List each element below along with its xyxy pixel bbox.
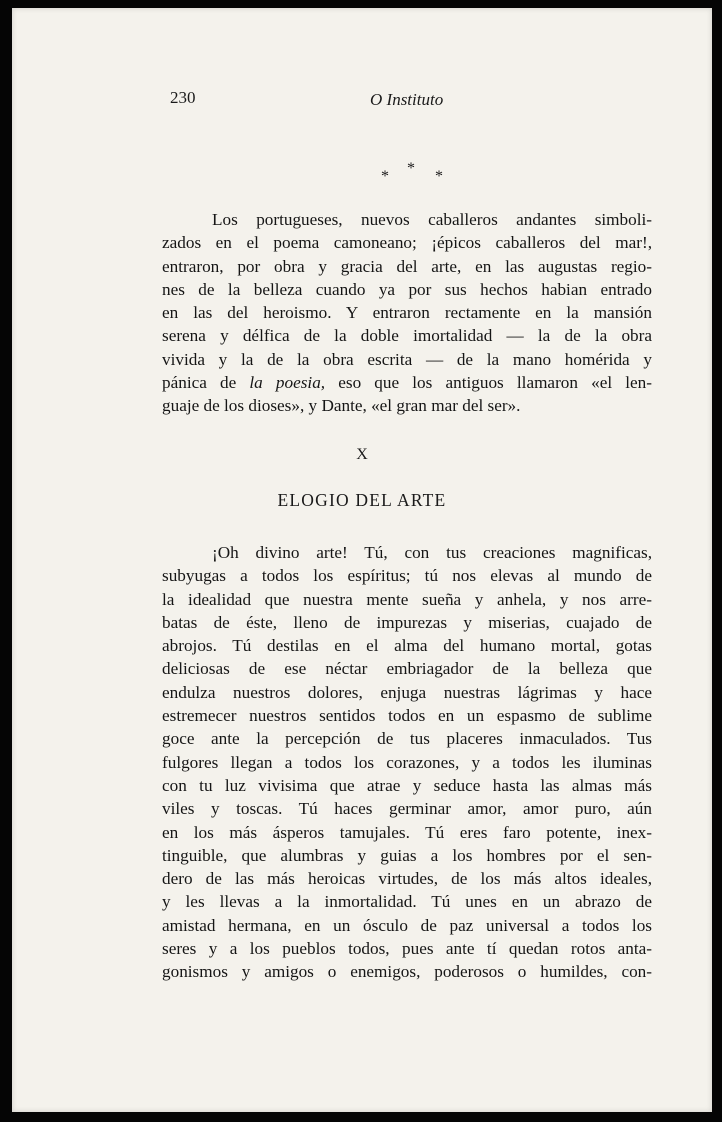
asterism-separator [367,160,457,188]
text-line: zados en el poema camoneano; ¡épicos caballeros del mar!, [162,233,652,253]
page-number: 230 [170,88,196,107]
book-page [12,8,712,1112]
text-line: estremecer nuestros sentidos todos en un espasmo de sublime [162,706,652,726]
paragraph-elogio [162,541,652,984]
text-segment: eso que los antiguos llamaron «el len- [325,373,652,393]
text-line: serena y délfica de la doble imortalidad — la de la obra [162,326,652,346]
text-line: dero de las más heroicas virtudes, de los más altos ideales, [162,869,652,889]
text-line: deliciosas de ese néctar embriagador de la belleza que [162,659,652,679]
text-line: fulgores llegan a todos los corazones, y a todos les iluminas [162,752,652,772]
asterisk: * [435,168,443,185]
text-line: en las del heroismo. Y entraron rectamente en la mansión [162,303,652,323]
chapter-number: X [356,446,368,463]
text-line: y les llevas a la inmortalidad. Tú unes en un abrazo de [162,892,652,912]
text-line: seres y a los pueblos todos, pues ante tí quedan rotos anta- [162,939,652,959]
chapter-title: ELOGIO DEL ARTE [277,490,447,510]
text-line: viles y toscas. Tú haces germinar amor, amor puro, aún [162,799,652,819]
text-line: guaje de los dioses», y Dante, «el gran mar del ser». [162,396,521,416]
text-line: goce ante la percepción de tus placeres inmaculados. Tus [162,729,652,749]
paragraph-portugueses [162,208,652,418]
page-header [170,88,470,112]
text-line: endulza nuestros dolores, enjuga nuestras lágrimas y hace [162,682,652,702]
running-title: O Instituto [370,90,444,109]
text-line: entraron, por obra y gracia del arte, en las augustas regio- [162,256,652,276]
text-line: tinguible, que alumbras y guias a los hombres por el sen- [162,845,652,865]
text-line: batas de éste, lleno de impurezas y miserias, cuajado de [162,612,652,632]
italic-phrase: la poesia, [249,373,326,393]
text-line [162,371,652,394]
text-line: ¡Oh divino arte! Tú, con tus creaciones magnificas, [212,543,652,562]
text-line: la idealidad que nuestra mente sueña y anhela, y nos arre- [162,589,652,609]
asterisk: * [381,168,389,185]
text-line: vivida y la de la obra escrita — de la mano homérida y [162,349,652,369]
text-line: amistad hermana, en un ósculo de paz universal a todos los [162,915,652,935]
text-line: Los portugueses, nuevos caballeros andantes simboli- [212,210,652,229]
text-line: abrojos. Tú destilas en el alma del humano mortal, gotas [162,636,652,656]
text-line: con tu luz vivisima que atrae y seduce hasta las almas más [162,775,652,795]
text-line: subyugas a todos los espíritus; tú nos elevas al mundo de [162,566,652,586]
text-line: nes de la belleza cuando ya por sus hechos habian entrado [162,279,652,299]
text-line: en los más ásperos tamujales. Tú eres faro potente, inex- [162,822,652,842]
asterisk: * [407,160,415,177]
text-segment: pánica de [162,373,250,393]
text-line: gonismos y amigos o enemigos, poderosos o humildes, con- [162,962,652,982]
